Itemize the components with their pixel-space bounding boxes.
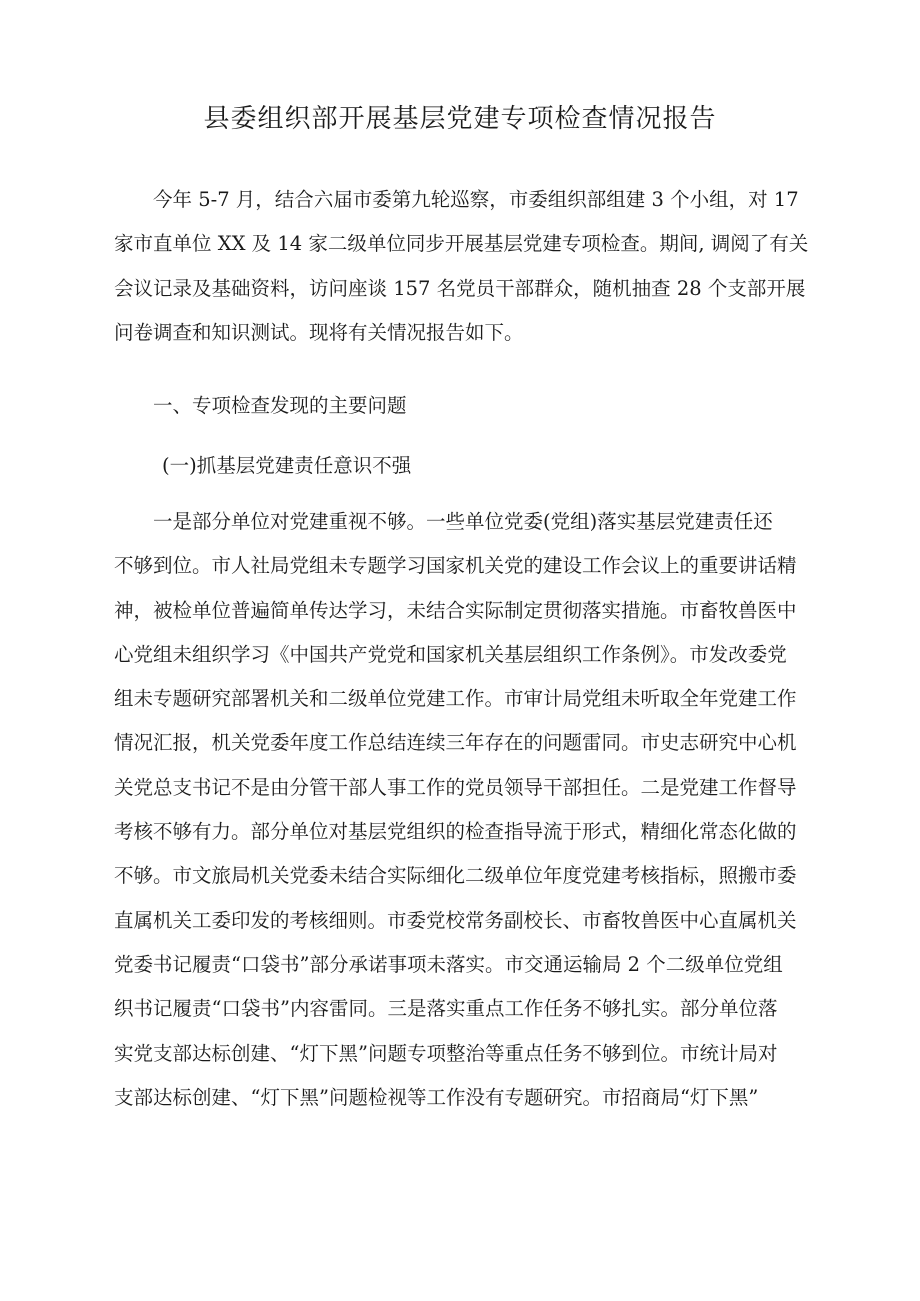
main-line: 一是部分单位对党建重视不够。一些单位党委(党组)落实基层党建责任还 xyxy=(153,510,773,533)
main-line: 神，被检单位普遍简单传达学习，未结合实际制定贯彻落实措施。市畜牧兽医中 xyxy=(114,598,797,622)
main-line: 心党组未组织学习《中国共产党党和国家机关基层组织工作条例》。市发改委党 xyxy=(114,642,787,666)
main-line: 组未专题研究部署机关和二级单位党建工作。市审计局党组未听取全年党建工作 xyxy=(114,687,797,711)
main-line: 不够到位。市人社局党组未专题学习国家机关党的建设工作会议上的重要讲话精 xyxy=(114,554,797,578)
intro-paragraph xyxy=(114,178,826,355)
main-paragraph xyxy=(114,500,826,1120)
intro-line: 问卷调查和知识测试。现将有关情况报告如下。 xyxy=(114,320,524,344)
main-line: 直属机关工委印发的考核细则。市委党校常务副校长、市畜牧兽医中心直属机关 xyxy=(114,908,797,932)
intro-line: 会议记录及基础资料，访问座谈 157 名党员干部群众，随机抽查 28 个支部开展 xyxy=(114,276,806,300)
intro-line: 家市直单位 XX 及 14 家二级单位同步开展基层党建专项检查。期间, 调阅了有关 xyxy=(114,232,809,256)
section-heading: 一、专项检查发现的主要问题 xyxy=(153,394,407,417)
main-line: 考核不够有力。部分单位对基层党组织的检查指导流于形式，精细化常态化做的 xyxy=(114,820,797,844)
main-line: 关党总支书记不是由分管干部人事工作的党员领导干部担任。二是党建工作督导 xyxy=(114,775,797,799)
subsection-heading: (一)抓基层党建责任意识不强 xyxy=(162,454,412,477)
document-title: 县委组织部开展基层党建专项检查情况报告 xyxy=(203,104,717,134)
main-line: 党委书记履责“口袋书”部分承诺事项未落实。市交通运输局 2 个二级单位党组 xyxy=(114,952,783,976)
main-line: 实党支部达标创建、“灯下黑”问题专项整治等重点任务不够到位。市统计局对 xyxy=(114,1041,778,1065)
main-line: 织书记履责“口袋书”内容雷同。三是落实重点工作任务不够扎实。部分单位落 xyxy=(114,997,778,1021)
intro-line: 今年 5-7 月，结合六届市委第九轮巡察，市委组织部组建 3 个小组，对 17 xyxy=(153,188,799,211)
main-line: 支部达标创建、“灯下黑”问题检视等工作没有专题研究。市招商局“灯下黑” xyxy=(114,1085,759,1109)
main-line: 不够。市文旅局机关党委未结合实际细化二级单位年度党建考核指标，照搬市委 xyxy=(114,864,797,888)
main-line: 情况汇报，机关党委年度工作总结连续三年存在的问题雷同。市史志研究中心机 xyxy=(114,731,797,755)
